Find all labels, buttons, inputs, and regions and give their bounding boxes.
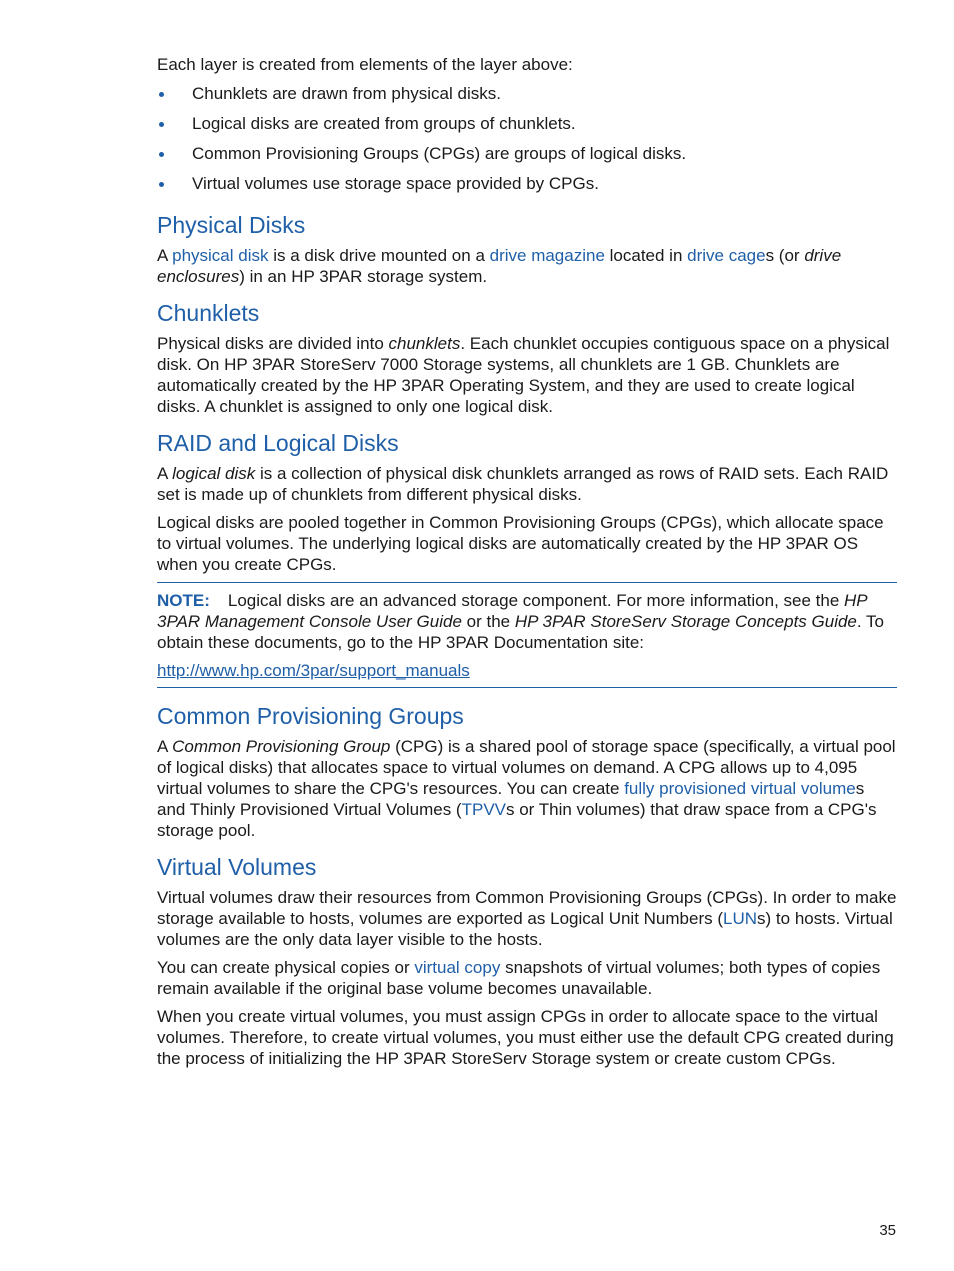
- section-chunklets: [157, 299, 897, 417]
- list-item: Virtual volumes use storage space provided by CPGs.: [157, 173, 897, 203]
- paragraph: A Common Provisioning Group (CPG) is a shared pool of storage space (specifically, a virtual pool of logical disks) that allocates space to virtual volumes on demand. A CPG allows up to 4,095 virtual volumes to share the CPG's resources. You can create fully provisioned virtual volumes and Thinly Provisioned Virtual Volumes (TPVVs or Thin volumes) that draw space from a CPG's storage pool.: [157, 737, 896, 840]
- section-heading: Common Provisioning Groups: [157, 703, 464, 729]
- list-item: Common Provisioning Groups (CPGs) are groups of logical disks.: [157, 143, 897, 173]
- section-raid-logical-disks: [157, 429, 897, 575]
- lun-link[interactable]: LUN: [723, 909, 758, 928]
- document-body: [157, 54, 897, 1076]
- paragraph: You can create physical copies or virtual copy snapshots of virtual volumes; both types of copies remain available if the original base volume becomes unavailable.: [157, 958, 881, 998]
- section-heading: Physical Disks: [157, 212, 306, 238]
- support-manuals-link[interactable]: http://www.hp.com/3par/support_manuals: [157, 661, 470, 680]
- bullet-icon: [159, 122, 164, 127]
- bullet-icon: [159, 182, 164, 187]
- list-item: Chunklets are drawn from physical disks.: [157, 83, 897, 113]
- bullet-icon: [159, 92, 164, 97]
- paragraph: Virtual volumes draw their resources from Common Provisioning Groups (CPGs). In order to make storage available to hosts, volumes are exported as Logical Unit Numbers (LUNs) to hosts. Virtual volumes are the only data layer visible to the hosts.: [157, 888, 897, 949]
- section-physical-disks: [157, 211, 897, 287]
- paragraph: When you create virtual volumes, you must assign CPGs in order to allocate space to the virtual volumes. Therefore, to create virtual volumes, you must either use the default CPG created during the process of initializing the HP 3PAR StoreServ Storage system or create custom CPGs.: [157, 1007, 894, 1068]
- note-label: NOTE:: [157, 591, 210, 610]
- paragraph: Physical disks are divided into chunklets. Each chunklet occupies contiguous space on a physical disk. On HP 3PAR StoreServ 7000 Storage systems, all chunklets are 1 GB. Chunklets are automatically created by the HP 3PAR Operating System, and they are used to create logical disks. A chunklet is assigned to only one logical disk.: [157, 334, 890, 416]
- paragraph: A logical disk is a collection of physical disk chunklets arranged as rows of RAID sets. Each RAID set is made up of chunklets from different physical disks.: [157, 464, 889, 504]
- tpvv-link[interactable]: TPVV: [461, 800, 506, 819]
- paragraph: Logical disks are pooled together in Common Provisioning Groups (CPGs), which allocate space to virtual volumes. The underlying logical disks are automatically created by the HP 3PAR OS when you create CPGs.: [157, 513, 884, 574]
- intro-paragraph: Each layer is created from elements of the layer above:: [157, 55, 573, 74]
- fully-provisioned-vv-link[interactable]: fully provisioned virtual volume: [624, 779, 856, 798]
- section-cpg: [157, 702, 897, 841]
- section-heading: Virtual Volumes: [157, 854, 317, 880]
- drive-cage-link[interactable]: drive cage: [687, 246, 766, 265]
- drive-magazine-link[interactable]: drive magazine: [489, 246, 605, 265]
- physical-disk-link[interactable]: physical disk: [172, 246, 269, 265]
- paragraph: A physical disk is a disk drive mounted on a drive magazine located in drive cages (or drive enclosures) in an HP 3PAR storage system.: [157, 246, 842, 286]
- list-item: Logical disks are created from groups of chunklets.: [157, 113, 897, 143]
- note-box: [157, 582, 897, 688]
- page-number: 35: [879, 1222, 896, 1239]
- section-heading: Chunklets: [157, 300, 260, 326]
- section-heading: RAID and Logical Disks: [157, 430, 399, 456]
- section-virtual-volumes: [157, 853, 897, 1069]
- layer-list: [157, 83, 897, 203]
- bullet-icon: [159, 152, 164, 157]
- note-paragraph: NOTE: Logical disks are an advanced storage component. For more information, see the HP 3PAR Management Console User Guide or the HP 3PAR StoreServ Storage Concepts Guide. To obtain these documents, go to the HP 3PAR Documentation site:: [157, 591, 884, 652]
- virtual-copy-link[interactable]: virtual copy: [414, 958, 501, 977]
